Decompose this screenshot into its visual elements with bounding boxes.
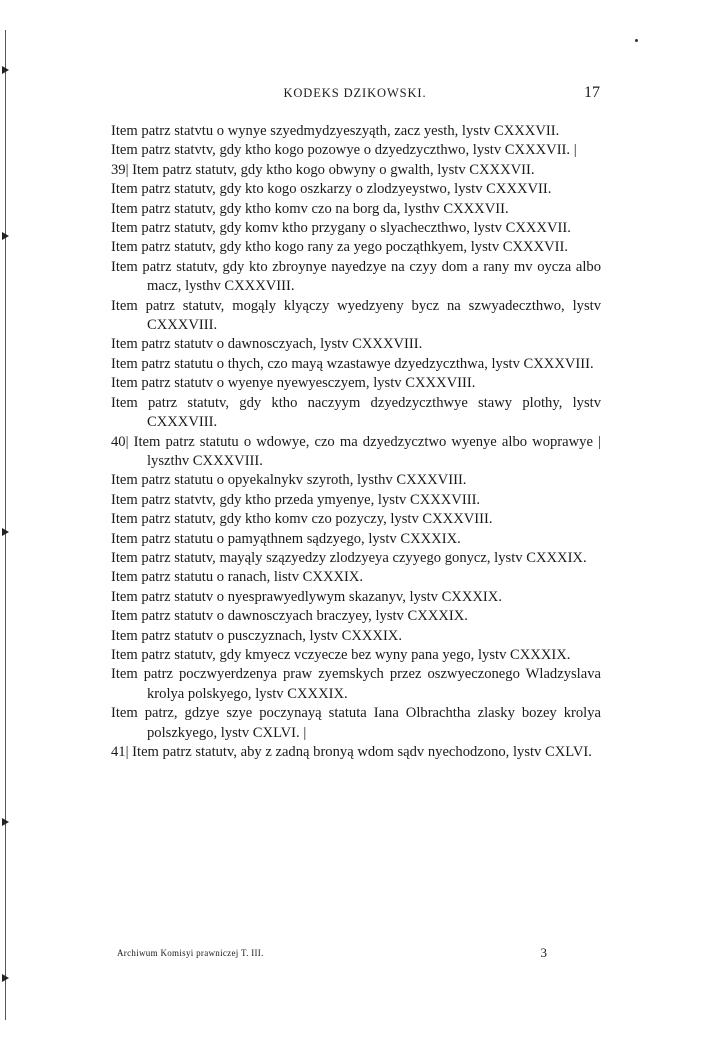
page-footer — [117, 945, 547, 964]
index-entry: Item patrz statutv, gdy kto kogo oszkarzy o zlodzyeystwo, lystv CXXXVII. — [111, 181, 552, 198]
index-entry: 41| Item patrz statutv, aby z zadną bronyą wdom sądv nyechodzono, lystv CXLVI. — [111, 744, 592, 760]
index-entry: Item patrz statutv, gdy ktho komv czo na borg da, lysthv CXXXVII. — [111, 200, 509, 217]
ink-speck — [635, 39, 638, 42]
index-entry: Item patrz statutv, gdy komv ktho przygany o slyacheczthwo, lystv CXXXVII. — [111, 220, 571, 237]
index-entry: Item patrz statutu o thych, czo mayą wzastawye dzyedzyczthwa, lystv CXXXVIII. — [111, 355, 594, 372]
index-entry: Item patrz statutv, gdy kto zbroynye nayedzye na czyy dom a rany mv oycza albo macz, lysthv CXXXVIII. — [111, 258, 601, 295]
index-entry-list — [111, 122, 601, 762]
running-title: KODEKS DZIKOWSKI. — [283, 86, 427, 100]
index-entry: Item patrz statutu o ranach, listv CXXXIX. — [111, 569, 364, 586]
index-entry: Item patrz statutv, mayąly szązyedzy zlodzyeya czyyego gonycz, lystv CXXXIX. — [111, 549, 587, 566]
index-entry: Item patrz statutv o nyesprawyedlywym skazanyv, lystv CXXXIX. — [111, 588, 502, 605]
index-entry: Item patrz statvtv, gdy ktho przeda ymyenye, lystv CXXXVIII. — [111, 491, 481, 508]
index-entry: Item patrz statutv o wyenye nyewyesczyem, lystv CXXXVIII. — [111, 375, 476, 392]
page-header — [110, 86, 600, 108]
index-entry: Item patrz poczwyerdzenya praw zyemskych przez oszwyeczonego Wladzyslava krolya polskyego, lystv CXXXIX. — [111, 666, 601, 702]
index-entry: Item patrz statutv, mogąly klyączy wyedzyeny bycz na szwyadeczthwo, lystv CXXXVIII. — [111, 297, 601, 334]
index-entry: 39| Item patrz statutv, gdy ktho kogo obwyny o gwalth, lystv CXXXVII. — [111, 161, 535, 178]
page-number: 17 — [584, 84, 600, 101]
index-entry: Item patrz statutv o pusczyznach, lystv CXXXIX. — [111, 627, 402, 644]
index-entry: Item patrz statutu o pamyąthnem sądzyego, lystv CXXXIX. — [111, 530, 461, 547]
index-entry: Item patrz statvtv, gdy ktho kogo pozowye o dzyedzyczthwo, lystv CXXXVII. | — [111, 142, 577, 159]
index-entry: 40| Item patrz statutu o wdowye, czo ma dzyedzycztwo wyenye albo woprawye | lyszthv CXXXVIII. — [111, 433, 601, 469]
scanned-page-edge — [0, 0, 10, 1049]
signature-mark: 3 — [540, 945, 547, 960]
index-entry: Item patrz statutv, gdy kmyecz vczyecze bez wyny pana yego, lystv CXXXIX. — [111, 646, 571, 663]
binding-edge-line — [5, 30, 6, 1020]
index-entry: Item patrz, gdzye szye poczynayą statuta Iana Olbrachtha zlasky bozey krolya polszkyego, lystv CXLVI. | — [111, 705, 601, 741]
index-entry: Item patrz statutu o opyekalnykv szyroth, lysthv CXXXVIII. — [111, 472, 467, 489]
index-entry: Item patrz statutv, gdy ktho kogo rany za yego począthkyem, lystv CXXXVII. — [111, 239, 569, 256]
index-entry: Item patrz statutv, gdy ktho komv czo pozyczy, lystv CXXXVIII. — [111, 511, 493, 528]
index-entry: Item patrz statutv, gdy ktho naczyym dzyedzyczthwye stawy plothy, lystv CXXXVIII. — [111, 394, 601, 431]
index-entry: Item patrz statutv o dawnosczyach braczyey, lystv CXXXIX. — [111, 608, 468, 625]
archive-footnote: Archiwum Komisyi prawniczej T. III. — [117, 948, 264, 958]
index-entry: Item patrz statutv o dawnosczyach, lystv CXXXVIII. — [111, 336, 423, 353]
index-entry: Item patrz statvtu o wynye szyedmydzyeszyąth, zacz yesth, lystv CXXXVII. — [111, 123, 560, 139]
